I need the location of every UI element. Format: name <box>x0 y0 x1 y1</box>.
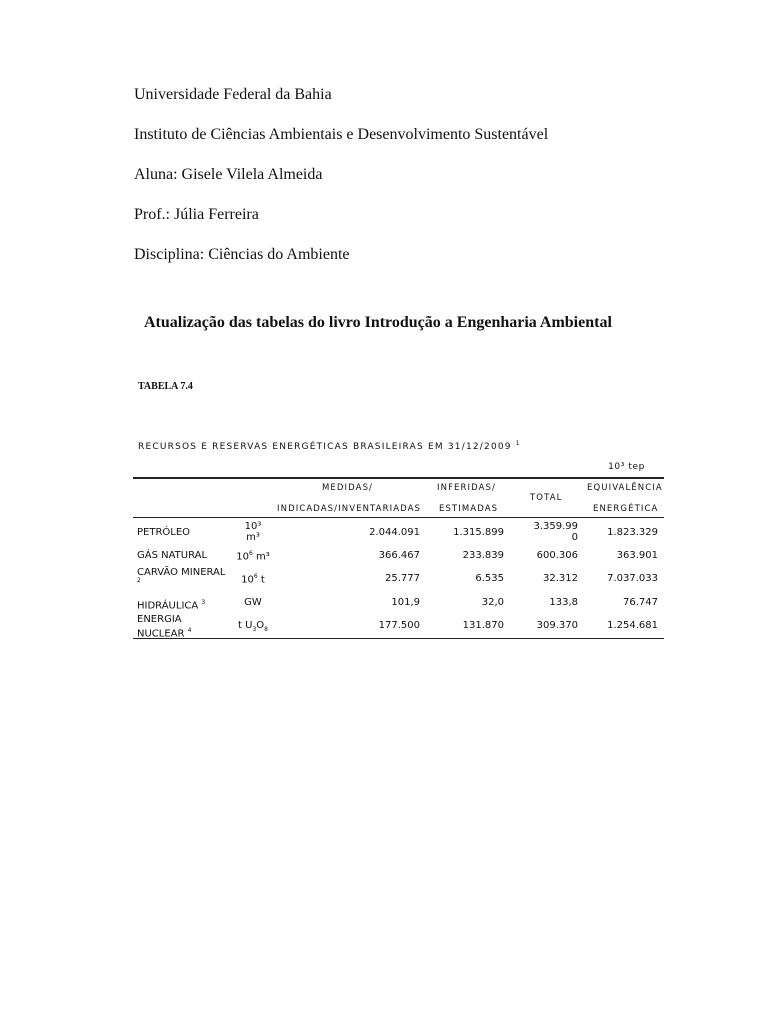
row-inferidas: 6.535 <box>475 573 504 584</box>
row-inferidas: 131.870 <box>462 620 504 631</box>
table-top-rule <box>133 477 664 479</box>
row-unit-sub-1: 3 <box>252 626 257 633</box>
row-inferidas: 233.839 <box>462 550 504 561</box>
row-total-line-2: 0 <box>571 532 578 543</box>
row-unit-mid: O <box>256 620 265 631</box>
row-unit-base: 10 <box>241 574 254 586</box>
row-total: 32.312 <box>543 573 578 584</box>
row-inferidas: 1.315.899 <box>453 527 504 538</box>
row-unit <box>223 521 283 543</box>
row-medidas: 25.777 <box>385 573 420 584</box>
row-name <box>137 614 191 639</box>
row-equivalencia: 363.901 <box>616 550 658 561</box>
row-unit: GW <box>244 597 262 608</box>
row-equivalencia: 1.823.329 <box>607 527 658 538</box>
header-total: TOTAL <box>530 493 563 503</box>
institute-name: Instituto de Ciências Ambientais e Desenvolvimento Sustentável <box>134 126 549 143</box>
row-unit-exponent: 6 <box>253 573 258 580</box>
row-unit <box>223 571 283 585</box>
header-medidas-1: MEDIDAS/ <box>322 483 374 493</box>
row-unit-sub-2: 8 <box>264 626 268 633</box>
header-equivalencia-1: EQUIVALÊNCIA <box>587 483 663 493</box>
row-name-line-1: ENERGIA <box>137 614 182 625</box>
row-unit-exponent: 6 <box>248 550 253 557</box>
row-unit-rest: t <box>257 574 265 586</box>
row-medidas: 177.500 <box>378 620 420 631</box>
row-unit-line-2: m³ <box>246 532 260 543</box>
row-total-line-1: 3.359.99 <box>533 521 578 532</box>
row-name-text: HIDRÁULICA <box>137 600 199 612</box>
row-unit-rest: m³ <box>252 551 270 563</box>
header-equivalencia-2: ENERGÉTICA <box>593 504 659 514</box>
table-bottom-rule <box>133 638 664 639</box>
header-inferidas-2: ESTIMADAS <box>439 504 499 514</box>
table-caption-text: RECURSOS E RESERVAS ENERGÉTICAS BRASILEIRAS EM 31/12/2009 <box>138 442 512 452</box>
table-unit-note: 10³ tep <box>608 462 645 472</box>
row-name: PETRÓLEO <box>137 527 191 538</box>
university-name: Universidade Federal da Bahia <box>134 86 332 103</box>
table-label: TABELA 7.4 <box>138 381 193 392</box>
row-equivalencia: 76.747 <box>623 597 658 608</box>
row-unit-line-1: 10³ <box>244 521 262 532</box>
row-total: 309.370 <box>536 620 578 631</box>
row-name-line-1: CARVÃO MINERAL <box>137 567 226 578</box>
discipline-name: Disciplina: Ciências do Ambiente <box>134 246 350 263</box>
header-inferidas-1: INFERIDAS/ <box>437 483 497 493</box>
row-medidas: 101,9 <box>391 597 420 608</box>
row-total: 600.306 <box>536 550 578 561</box>
row-name-footnote: 4 <box>187 627 192 634</box>
row-unit <box>223 620 283 635</box>
row-name-footnote: 3 <box>201 599 206 606</box>
row-name <box>137 567 225 584</box>
row-equivalencia: 7.037.033 <box>607 573 658 584</box>
header-medidas-2: INDICADAS/INVENTARIADAS <box>277 504 422 514</box>
row-total <box>533 521 578 543</box>
row-name-line-2: NUCLEAR <box>137 628 185 640</box>
table-caption-footnote: 1 <box>515 440 520 447</box>
professor-name: Prof.: Júlia Ferreira <box>134 206 259 223</box>
row-unit-base: 10 <box>236 551 249 563</box>
row-inferidas: 32,0 <box>481 597 504 608</box>
row-name-footnote: 2 <box>137 577 141 584</box>
row-unit <box>223 548 283 562</box>
table-header-rule <box>133 517 664 518</box>
row-medidas: 366.467 <box>378 550 420 561</box>
document-title: Atualização das tabelas do livro Introdução a Engenharia Ambiental <box>144 314 612 331</box>
student-name: Aluna: Gisele Vilela Almeida <box>134 166 323 183</box>
row-name <box>137 597 205 611</box>
row-unit-prefix: t U <box>238 620 253 631</box>
row-name: GÁS NATURAL <box>137 550 208 561</box>
table-caption <box>138 440 520 452</box>
row-total: 133,8 <box>549 597 578 608</box>
row-medidas: 2.044.091 <box>369 527 420 538</box>
row-equivalencia: 1.254.681 <box>607 620 658 631</box>
